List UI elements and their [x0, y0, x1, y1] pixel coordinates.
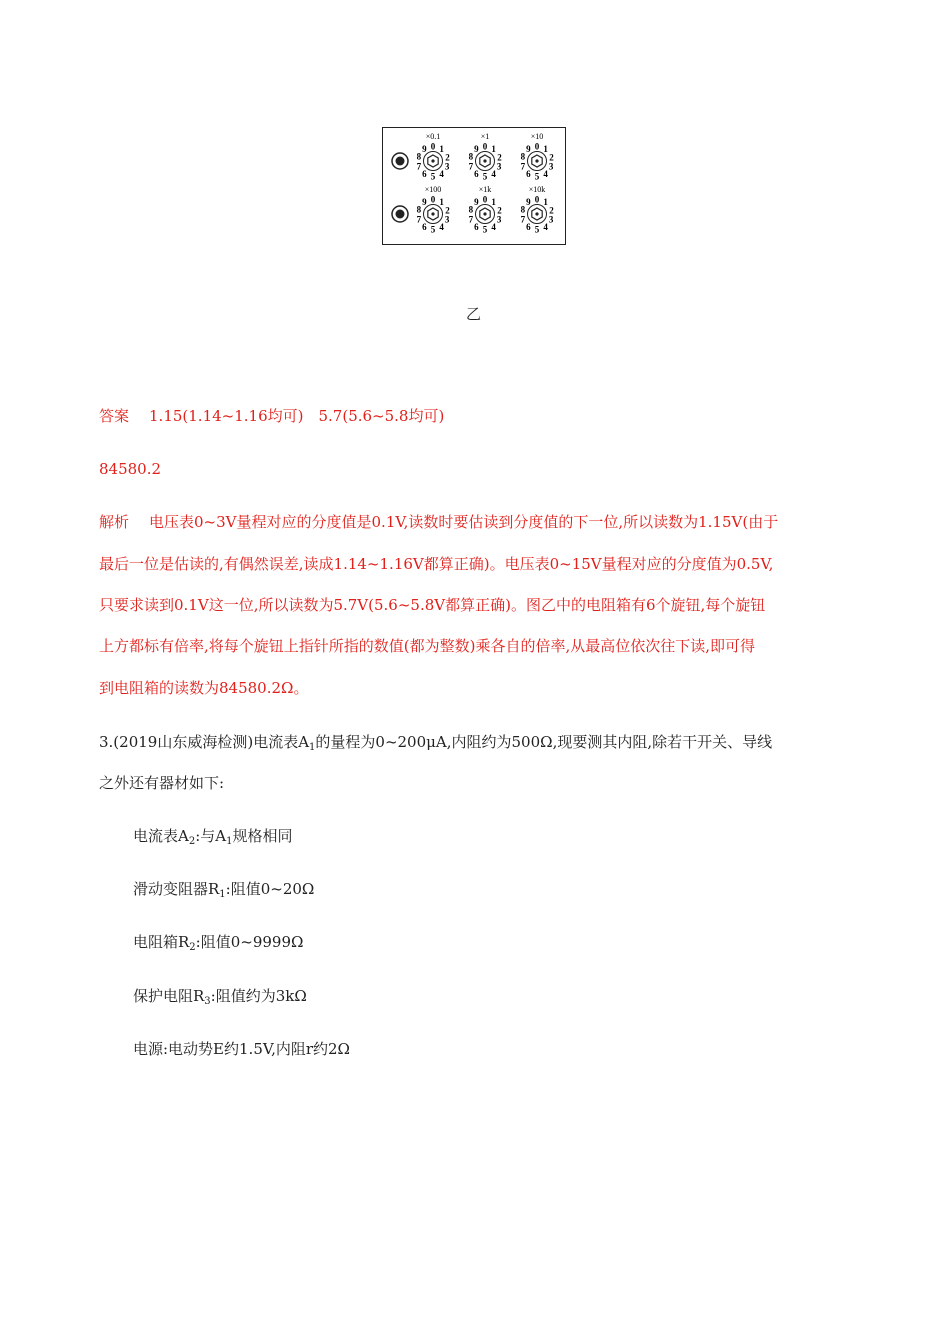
dial-digit: 1: [543, 144, 548, 155]
dial-digit: 4: [439, 221, 444, 232]
dial-digit: 4: [491, 221, 496, 232]
dial-digit: 0: [482, 141, 488, 152]
dial-digit: 2: [497, 152, 502, 163]
analysis-line-2: 最后一位是估读的,有偶然误差,读成1.14~1.16V都算正确)。电压表0~15V量程对应的分度值为0.5V,: [99, 555, 774, 573]
dial-digit: 6: [422, 168, 427, 179]
dial-center: [483, 212, 486, 215]
answer-line-2: 84580.2: [99, 460, 162, 478]
figure-caption: 乙: [466, 305, 482, 323]
dial-digit: 7: [468, 161, 474, 172]
dial-digit: 2: [445, 205, 450, 216]
dial-digit: 2: [549, 152, 554, 163]
dial-digit: 6: [474, 168, 479, 179]
dial-digit: 5: [430, 171, 436, 182]
dial-digit: 9: [526, 197, 531, 208]
dial-digit: 1: [491, 144, 496, 155]
dial-digit: 3: [548, 214, 554, 225]
dial-digit: 4: [543, 221, 548, 232]
dial-digit: 9: [526, 144, 531, 155]
dial-center: [535, 212, 538, 215]
dial-digit: 0: [430, 194, 436, 205]
dial-digit: 7: [416, 214, 422, 225]
analysis-line-3: 只要求读到0.1V这一位,所以读数为5.7V(5.6~5.8V都算正确)。图乙中的电阻箱有6个旋钮,每个旋钮: [99, 596, 766, 614]
analysis-line-5: 到电阻箱的读数为84580.2Ω。: [99, 679, 309, 697]
dial-digit: 1: [491, 197, 496, 208]
dial-digit: 9: [422, 144, 427, 155]
dial-digit: 8: [520, 151, 526, 162]
dial-multiplier-label: ×100: [424, 185, 442, 194]
dial-digit: 0: [430, 141, 436, 152]
resistance-box-figure: [382, 127, 566, 245]
equipment-item-protective-resistor-r3: 保护电阻$R_3$:阻值约为3kΩ: [133, 987, 307, 1007]
dial-digit: 6: [474, 221, 479, 232]
dial-digit: 5: [534, 224, 540, 235]
dial-multiplier-label: ×10: [530, 132, 544, 141]
dial-digit: 7: [416, 161, 422, 172]
dial-center: [483, 159, 486, 162]
dial-digit: 6: [422, 221, 427, 232]
dial-digit: 8: [416, 204, 422, 215]
dial-digit: 1: [439, 144, 444, 155]
dial-digit: 7: [520, 214, 526, 225]
dial-digit: 9: [474, 197, 479, 208]
dial-digit: 3: [444, 214, 450, 225]
equipment-item-resistance-box-r2: 电阻箱$R_2$:阻值0~9999Ω: [133, 933, 304, 953]
dial-digit: 8: [468, 204, 474, 215]
dial-digit: 4: [491, 168, 496, 179]
equipment-item-rheostat-r1: 滑动变阻器$R_1$:阻值0~20Ω: [133, 880, 315, 900]
dial-digit: 3: [444, 161, 450, 172]
terminal-top: [392, 153, 408, 169]
dial-digit: 3: [496, 214, 502, 225]
dial-digit: 5: [482, 224, 488, 235]
dial-center: [535, 159, 538, 162]
answer-line: [99, 406, 444, 426]
answer-label: 答案: [99, 407, 130, 425]
analysis-line-4: 上方都标有倍率,将每个旋钮上指针所指的数值(都为整数)乘各自的倍率,从最高位依次往下读,即可得: [99, 637, 756, 655]
dial-digit: 2: [549, 205, 554, 216]
dial-multiplier-label: ×0.1: [425, 132, 441, 141]
dial-digit: 3: [496, 161, 502, 172]
dial-digit: 6: [526, 221, 531, 232]
analysis-line-1: 解析 电压表0~3V量程对应的分度值是0.1V,读数时要估读到分度值的下一位,所以读数为1.15V(由于: [99, 513, 779, 531]
dial-digit: 8: [468, 151, 474, 162]
dial-digit: 5: [534, 171, 540, 182]
dial-digit: 9: [474, 144, 479, 155]
dial-multiplier-label: ×1k: [478, 185, 492, 194]
dial-digit: 5: [482, 171, 488, 182]
dial-digit: 8: [520, 204, 526, 215]
terminal-bottom: [392, 206, 408, 222]
analysis-label: 解析: [99, 513, 130, 531]
question-line-2: 之外还有器材如下:: [99, 774, 225, 792]
dial-digit: 4: [439, 168, 444, 179]
dial-digit: 0: [482, 194, 488, 205]
dial-digit: 0: [534, 141, 540, 152]
dial-digit: 9: [422, 197, 427, 208]
dial-multiplier-label: ×1: [480, 132, 490, 141]
dial-center: [431, 212, 434, 215]
dial-digit: 2: [445, 152, 450, 163]
dial-digit: 5: [430, 224, 436, 235]
dial-digit: 1: [439, 197, 444, 208]
dial-digit: 6: [526, 168, 531, 179]
dial-digit: 0: [534, 194, 540, 205]
dial-digit: 7: [520, 161, 526, 172]
dial-digit: 8: [416, 151, 422, 162]
equipment-item-ammeter-a2: 电流表$A_2$:与$A_1$规格相同: [133, 827, 293, 847]
dial-digit: 7: [468, 214, 474, 225]
answer-text: 1.15(1.14~1.16均可) 5.7(5.6~5.8均可): [149, 407, 445, 425]
question-line-1: 3.(2019山东威海检测)电流表$A_1$的量程为0~200μA,内阻约为500Ω,现要测其内阻,除若干开关、导线: [99, 733, 773, 753]
dial-multiplier-label: ×10k: [528, 185, 546, 194]
dial-center: [431, 159, 434, 162]
equipment-item-power-source: 电源:电动势E约1.5V,内阻r约2Ω: [133, 1040, 350, 1058]
dial-digit: 1: [543, 197, 548, 208]
dial-digit: 4: [543, 168, 548, 179]
dial-digit: 3: [548, 161, 554, 172]
dial-digit: 2: [497, 205, 502, 216]
